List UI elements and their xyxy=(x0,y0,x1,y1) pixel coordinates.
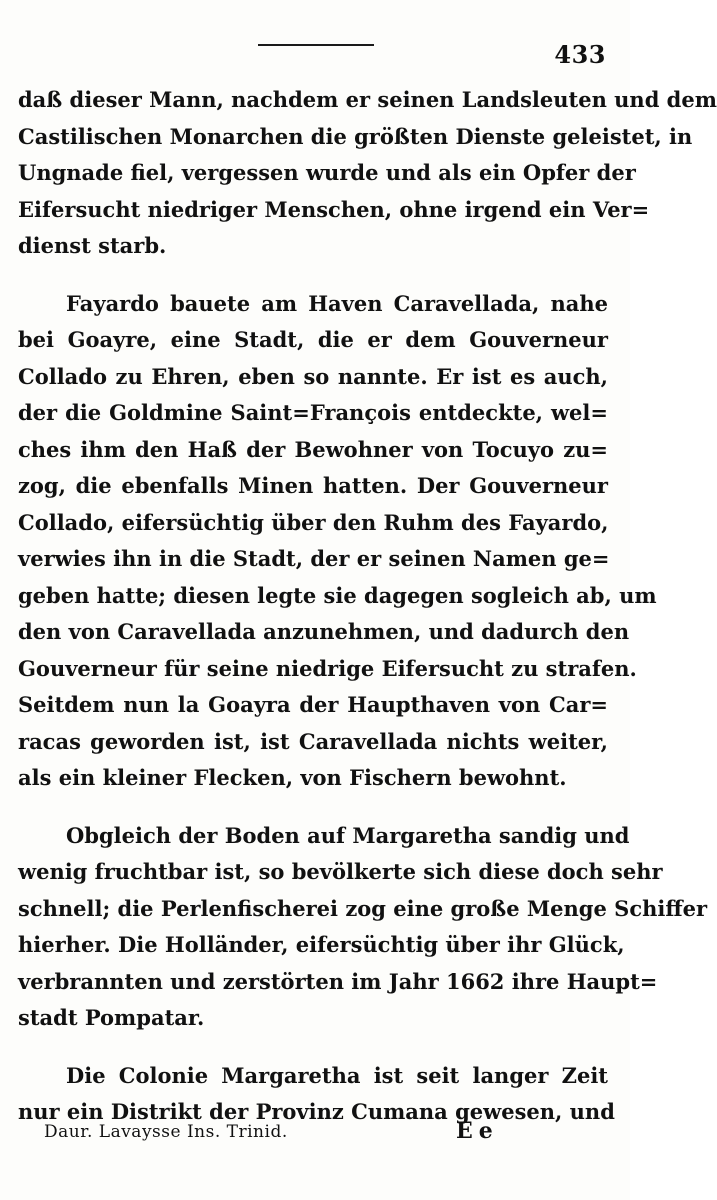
page-footer xyxy=(0,1118,630,1152)
paragraph-gap xyxy=(18,797,608,818)
paragraph-gap xyxy=(18,265,608,286)
text-line: ches ihm den Haß der Bewohner von Tocuyo zu= xyxy=(18,436,608,462)
text-line: nur ein Distrikt der Provinz Cumana gewesen, und xyxy=(18,1099,615,1124)
paragraph-gap xyxy=(18,1037,608,1058)
text-line: Obgleich der Boden auf Margaretha sandig und xyxy=(66,822,630,848)
text-line: Castilischen Monarchen die größten Dienste geleistet, in xyxy=(18,123,693,149)
text-line: racas geworden ist, ist Caravellada nichts weiter, xyxy=(18,728,608,754)
catchword: Ee xyxy=(456,1118,499,1144)
text-line: stadt Pompatar. xyxy=(18,1005,205,1030)
text-line: Die Colonie Margaretha ist seit langer Zeit xyxy=(66,1062,608,1088)
page-number: 433 xyxy=(554,40,606,69)
text-line: als ein kleiner Flecken, von Fischern bewohnt. xyxy=(18,765,567,790)
text-line: dienst starb. xyxy=(18,233,167,258)
text-line: hierher. Die Holländer, eifersüchtig über ihr Glück, xyxy=(18,932,625,957)
paragraph xyxy=(18,818,708,1037)
paragraph xyxy=(18,82,717,265)
text-line: schnell; die Perlenfischerei zog eine große Menge Schiffer xyxy=(18,895,708,921)
text-line: bei Goayre, eine Stadt, die er dem Gouverneur xyxy=(18,327,608,352)
text-line: verwies ihn in die Stadt, der er seinen Namen ge= xyxy=(18,546,610,571)
text-line: verbrannten und zerstörten im Jahr 1662 ihre Haupt= xyxy=(18,968,658,994)
text-line: Collado, eifersüchtig über den Ruhm des Fayardo, xyxy=(18,509,609,535)
text-line: Fayardo bauete am Haven Caravellada, nahe xyxy=(66,290,608,316)
paragraph xyxy=(18,286,657,797)
body-text xyxy=(18,82,717,1131)
text-line: geben hatte; diesen legte sie dagegen sogleich ab, um xyxy=(18,582,657,608)
text-line: daß dieser Mann, nachdem er seinen Landsleuten und dem xyxy=(18,87,717,112)
paragraph xyxy=(18,1058,615,1131)
text-line: den von Caravellada anzunehmen, und dadurch den xyxy=(18,619,630,644)
printer-signature: Daur. Lavaysse Ins. Trinid. xyxy=(44,1122,288,1142)
text-line: Collado zu Ehren, eben so nannte. Er ist es auch, xyxy=(18,363,608,389)
text-line: Ungnade fiel, vergessen wurde und als ein Opfer der xyxy=(18,160,636,185)
text-line: Gouverneur für seine niedrige Eifersucht zu strafen. xyxy=(18,655,637,681)
text-line: Seitdem nun la Goayra der Haupthaven von Car= xyxy=(18,692,608,717)
header-rule xyxy=(258,44,374,46)
text-line: der die Goldmine Saint=François entdeckte, wel= xyxy=(18,400,608,425)
text-line: wenig fruchtbar ist, so bevölkerte sich diese doch sehr xyxy=(18,859,663,884)
text-line: zog, die ebenfalls Minen hatten. Der Gouverneur xyxy=(18,473,608,498)
text-line: Eifersucht niedriger Menschen, ohne irgend ein Ver= xyxy=(18,196,650,222)
